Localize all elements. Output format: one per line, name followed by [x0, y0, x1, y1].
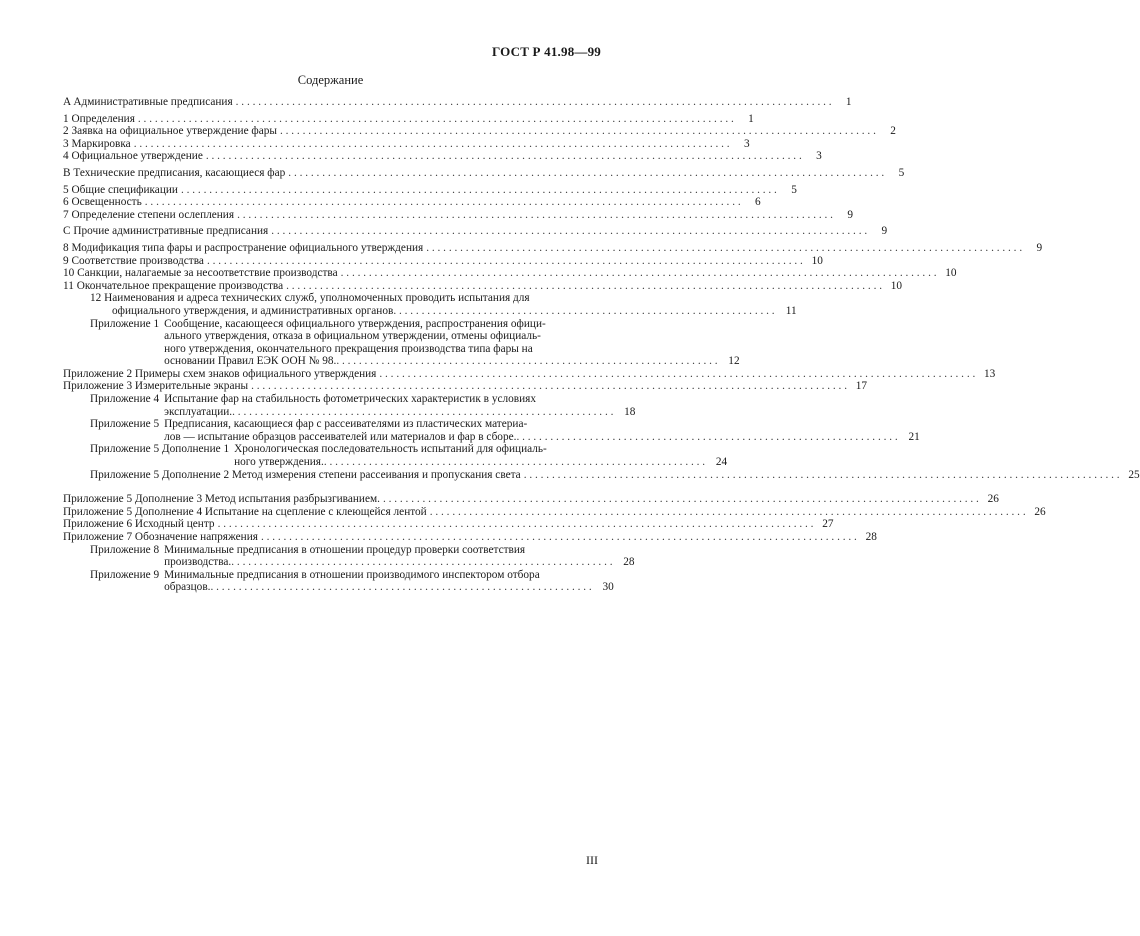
toc-entry-label: Приложение 5 Дополнение 2 Метод измерения степени рассеивания и пропускания света: [90, 468, 521, 481]
toc-entry-annex-5[interactable]: [63, 418, 920, 443]
toc-entry-line: ального утверждения, отказа в официальном утверждении, отмены официаль-: [164, 330, 541, 343]
toc-entry-label: Приложение 5 Дополнение 4 Испытание на сцепление с клеющейся лентой: [63, 505, 427, 518]
toc-entry-line: Испытание фар на стабильность фотометрических характеристик в условиях: [164, 393, 536, 406]
toc-entry-7[interactable]: [63, 208, 853, 222]
toc-entry-annex-2[interactable]: [63, 367, 996, 381]
toc-entry-page: 12: [728, 355, 740, 368]
toc-entry-page: 9: [847, 208, 853, 221]
toc-entry-11[interactable]: [63, 279, 903, 293]
standard-designation: ГОСТ Р 41.98—99: [492, 44, 601, 59]
toc-entry-label: 1 Определения: [63, 112, 135, 125]
toc-entry-line: Сообщение, касающееся официального утверждения, распространения офици-: [164, 317, 546, 330]
toc-entry-label: B Технические предписания, касающиеся фар: [63, 166, 286, 179]
toc-entry-page: 3: [816, 150, 822, 163]
toc-entry-page: 10: [945, 267, 957, 280]
toc-entry-annex-3[interactable]: [63, 380, 868, 393]
toc-entry-prefix: Приложение 5: [90, 418, 160, 431]
toc-entry-label: Приложение 7 Обозначение напряжения: [63, 531, 258, 543]
toc-entry-prefix: Приложение 4: [90, 393, 160, 406]
toc-entry-line: 12 Наименования и адреса технических служб, уполномоченных проводить испытания для: [90, 292, 530, 305]
toc-entry-page: 2: [890, 125, 896, 138]
toc-entry-annex-4[interactable]: [63, 393, 636, 418]
toc-entry-label: A Административные предписания: [63, 96, 233, 108]
toc-entry-3[interactable]: [63, 137, 750, 151]
toc-entry-b[interactable]: [63, 166, 905, 180]
toc-entry-page: 25: [1128, 468, 1140, 481]
table-of-contents: [63, 96, 1140, 594]
toc-entry-12[interactable]: [63, 292, 797, 317]
toc-entry-label: 6 Освещенность: [63, 196, 142, 209]
toc-entry-page: 1: [845, 96, 852, 108]
toc-entry-9[interactable]: [63, 254, 823, 268]
toc-entry-page: 26: [1034, 505, 1046, 518]
toc-entry-6[interactable]: [63, 196, 761, 209]
toc-entry-line: образцов.: [164, 581, 211, 594]
toc-entry-page: 10: [890, 279, 903, 292]
toc-entry-line: ного утверждения, окончательного прекращения производства типа фары на: [164, 342, 533, 355]
toc-entry-prefix: Приложение 1: [90, 317, 160, 330]
toc-entry-page: 9: [1036, 241, 1043, 254]
toc-entry-page: 1: [748, 112, 754, 125]
toc-entry-line: эксплуатации.: [164, 405, 233, 418]
toc-entry-label: 9 Соответствие производства: [63, 254, 204, 267]
toc-entry-label: 10 Санкции, налагаемые за несоответствие производства: [63, 267, 338, 280]
toc-entry-label: Приложение 3 Измерительные экраны: [63, 380, 249, 393]
toc-entry-line: официального утверждения, и административных органов: [112, 304, 394, 317]
toc-entry-line: Предписания, касающиеся фар с рассеивателями из пластических материа-: [164, 418, 528, 431]
toc-entry-page: 21: [908, 430, 920, 443]
toc-entry-4[interactable]: [63, 150, 822, 163]
toc-entry-page: 28: [865, 531, 877, 543]
toc-entry-annex-5-supplement-1[interactable]: [63, 443, 728, 469]
toc-entry-label: Приложение 5 Дополнение 3 Метод испытания разбрызгиванием.: [63, 493, 380, 506]
toc-entry-page: 30: [602, 581, 614, 594]
toc-entry-page: 5: [898, 166, 905, 179]
toc-entry-label: 8 Модификация типа фары и распространение официального утверждения: [63, 241, 424, 254]
toc-entry-prefix: Приложение 8: [90, 543, 160, 556]
toc-entry-label: 5 Общие спецификации: [63, 183, 178, 196]
toc-entry-c[interactable]: [63, 225, 888, 238]
toc-entry-2[interactable]: [63, 125, 896, 138]
toc-entry-line: производства.: [164, 556, 232, 569]
toc-entry-annex-6[interactable]: [63, 518, 834, 531]
toc-entry-page: 5: [791, 183, 797, 196]
toc-entry-label: Приложение 2 Примеры схем знаков официального утверждения: [63, 367, 377, 380]
toc-entry-page: 26: [987, 493, 999, 506]
toc-entry-5[interactable]: [63, 183, 797, 197]
toc-entry-page: 11: [785, 304, 797, 317]
page-number: III: [586, 853, 598, 867]
toc-entry-page: 6: [755, 196, 761, 209]
toc-entry-line: ного утверждения.: [234, 456, 324, 469]
toc-entry-page: 9: [881, 225, 888, 238]
toc-entry-label: 7 Определение степени ослепления: [63, 208, 235, 221]
page-title: Содержание: [297, 73, 364, 87]
toc-entry-annex-9[interactable]: [63, 568, 614, 594]
toc-entry-label: 3 Маркировка: [63, 137, 131, 150]
toc-entry-page: 24: [715, 456, 728, 469]
toc-entry-10[interactable]: [63, 267, 957, 280]
toc-entry-page: 10: [811, 254, 823, 267]
toc-entry-line: Минимальные предписания в отношении производимого инспектором отбора: [164, 568, 540, 581]
toc-entry-page: 18: [624, 405, 636, 418]
toc-entry-annex-8[interactable]: [63, 543, 635, 569]
toc-entry-1[interactable]: [63, 112, 754, 126]
toc-entry-prefix: Приложение 9: [90, 568, 160, 581]
toc-entry-label: Приложение 6 Исходный центр: [63, 518, 215, 531]
toc-entry-label: 2 Заявка на официальное утверждение фары: [63, 125, 277, 138]
toc-entry-8[interactable]: [63, 241, 1043, 255]
toc-entry-line: Минимальные предписания в отношении процедур проверки соответствия: [164, 543, 526, 556]
toc-entry-label: 11 Окончательное прекращение производства: [63, 279, 284, 292]
toc-entry-line: основании Правил ЕЭК ООН № 98.: [164, 355, 337, 368]
toc-entry-annex-5-supplement-4[interactable]: [63, 505, 1046, 519]
toc-entry-annex-1[interactable]: [63, 317, 740, 368]
toc-entry-annex-5-supplement-2[interactable]: [63, 468, 1140, 482]
toc-entry-page: 28: [623, 556, 635, 569]
toc-entry-annex-7[interactable]: [63, 531, 877, 544]
toc-entry-label: C Прочие административные предписания: [63, 225, 269, 238]
toc-entry-prefix: Приложение 5 Дополнение 1: [90, 443, 230, 456]
toc-entry-page: 3: [743, 137, 750, 150]
toc-entry-page: 13: [984, 367, 996, 380]
toc-entry-label: 4 Официальное утверждение: [63, 150, 203, 163]
toc-entry-a[interactable]: [63, 96, 852, 109]
toc-entry-line: лов — испытание образцов рассеивателей или материалов и фар в сборе.: [164, 430, 517, 443]
toc-entry-page: 27: [822, 518, 834, 531]
toc-entry-page: 17: [855, 380, 868, 393]
toc-entry-annex-5-supplement-3[interactable]: [63, 493, 999, 506]
toc-entry-line: Хронологическая последовательность испытаний для официаль-: [234, 443, 547, 456]
